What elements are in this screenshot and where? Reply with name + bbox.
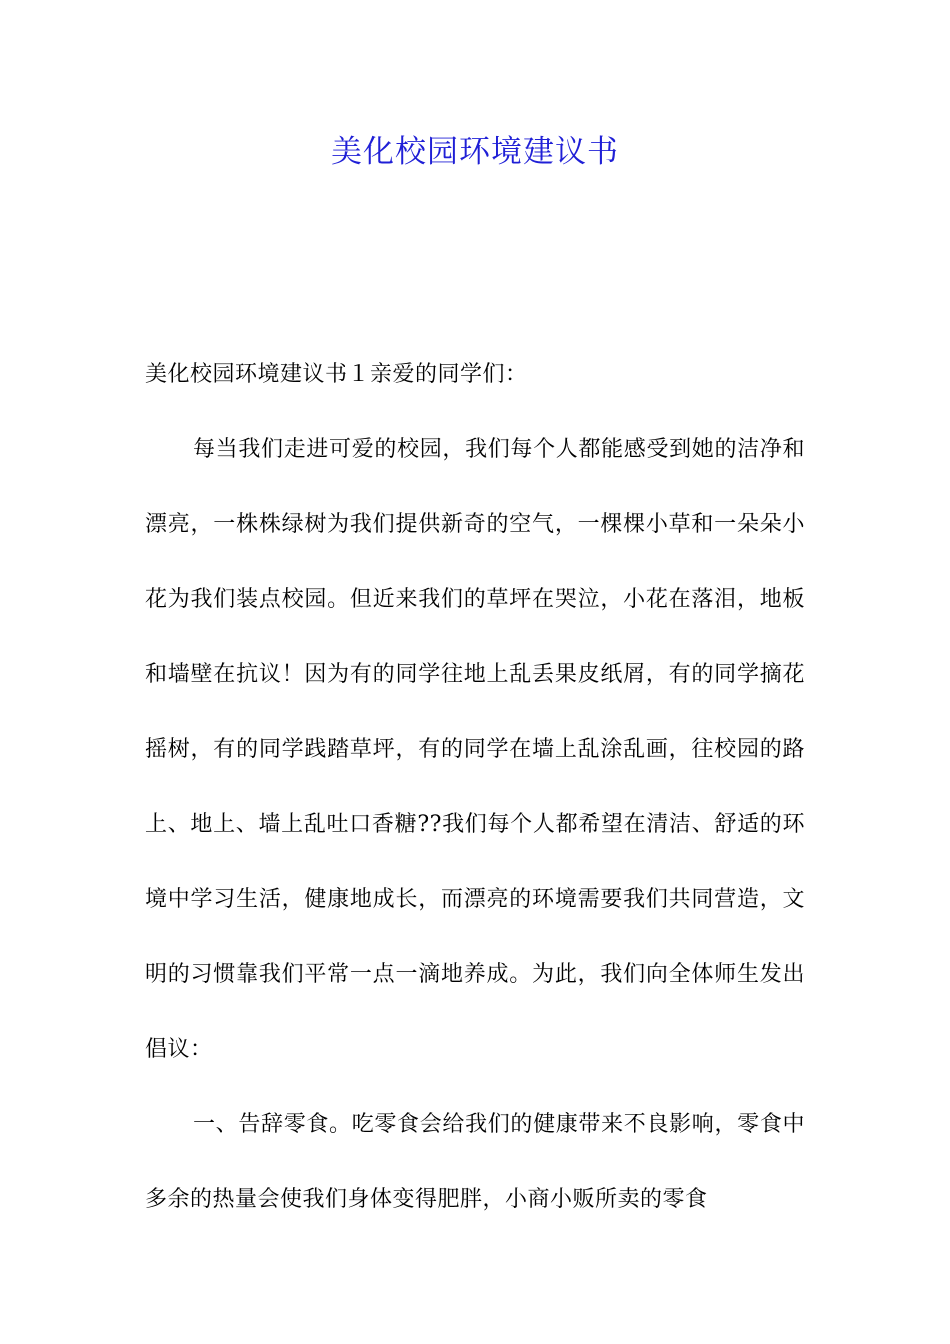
body-paragraph-1: 每当我们走进可爱的校园，我们每个人都能感受到她的洁净和漂亮，一株株绿树为我们提供新奇的空气，一棵棵小草和一朵朵小花为我们装点校园。但近来我们的草坪在哭泣，小花在落泪，地板和墙壁在抗议！因为有的同学往地上乱丢果皮纸屑，有的同学摘花摇树，有的同学践踏草坪，有的同学在墙上乱涂乱画，往校园的路上、地上、墙上乱吐口香糖??我们每个人都希望在清洁、舒适的环境中学习生活，健康地成长，而漂亮的环境需要我们共同营造，文明的习惯靠我们平常一点一滴地养成。为此，我们向全体师生发出倡议： [145,437,805,1062]
document-body [145,337,805,1237]
greeting-line: 美化校园环境建议书１亲爱的同学们： [145,362,528,387]
body-paragraph-2: 一、告辞零食。吃零食会给我们的健康带来不良影响，零食中多余的热量会使我们身体变得肥胖，小商小贩所卖的零食 [145,1112,805,1212]
document-title: 美化校园环境建议书 [331,134,619,170]
